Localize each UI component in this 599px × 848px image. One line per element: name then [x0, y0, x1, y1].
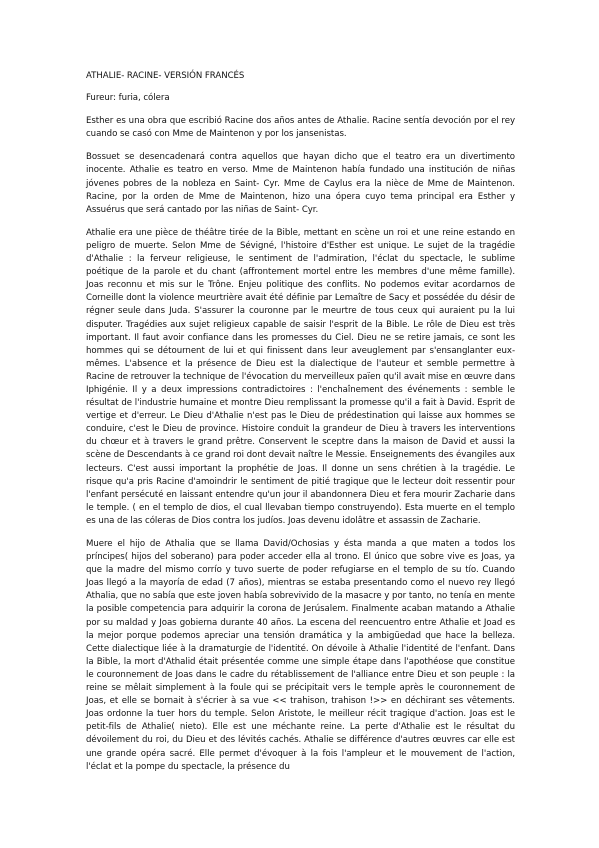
paragraph-fureur: Fureur: furia, cólera [86, 93, 170, 104]
paragraph-muere-hijo: Muere el hijo de Athalia que se llama David/Ochosias y ésta manda a que maten a todos los príncipes( hijos del soberano) para poder acceder ella al trono. El único que sobre vive es Joas, ya que la madre del mismo corrío y tuvo suerte de poder refugiarse en el templo de su tío. Cuando Joas llegó a la mayoría de edad (7 años), mientras se estaba presentando como el nuevo rey llegó Athalia, que no sabía que este joven había sobrevivido de la masacre y por tanto, no tenía en mente la posible competencia para adquirir la corona de Jerúsalem. Finalmente acaban matando a Athalie por su maldad y Joas gobierna durante 40 años. La escena del reencuentro entre Athalie et Joad es la mejor porque podemos apreciar una tensión dramática y la ambigüedad que hace la belleza. Cette dialectique liée à la dramaturgie de l'identité. On dévoile à Athalie l'identité de l'enfant. Dans la Bible, la mort d'Athalid était présentée comme une simple étape dans l'apothéose que constitue le couronnement de Joas dans le cadre du rétablissement de l'alliance entre Dieu et son peuple : la reine se mêlait simplement à la foule qui se précipitait vers le temple après le couronnement de Joas, et elle se bornait à s'écrier à sa vue << trahison, trahison !>> en déchirant ses vêtements. Joas ordonne la tuer hors du temple. Selon Aristote, le meilleur récit tragique d'action. Joas est le petit-fils de Athalie( nieto). Elle est une méchante reine. La perte d'Athalie est le résultat du dévoilement du roi, du Dieu et des lévités cachés. Athalie se différence d'autres œuvres car elle est une grande opéra sacré. Elle permet d'évoquer à la fois l'ampleur et le mouvement de l'action, l'éclat et la pompe du spectacle, la présence du [86, 539, 515, 772]
document-title: ATHALIE- RACINE- VERSIÓN FRANCÉS [86, 71, 245, 81]
paragraph-athalie-bible: Athalie era une pièce de théâtre tirée de la Bible, mettant en scène un roi et une reine estando en peligro de muerte. Selon Mme de Sévigné, l'histoire d'Esther est unique. Le sujet de la tragédie d'Athalie : la ferveur religieuse, le sentiment de l'admiration, l'éclat du spectacle, le sublime poétique de la parole et du chant (affrontement mortel entre les membres d'une même famille). Joas reconnu et mis sur le Trône. Enjeu politique des conflits. No podemos evitar acordarnos de Corneille dont la violence meurtrière avait été définie par Lemaître de Sacy et possédée du désir de régner seule dans Juda. S'assurer la couronne par le meurtre de tous ceux qui auraient pu la lui disputer. Tragédies aux sujet religieux capable de saisir l'esprit de la Bible. Le rôle de Dieu est très important. Il faut avoir confiance dans les promesses du Ciel. Dieu ne se retire jamais, ce sont les hommes qui se détournent de lui et qui finissent dans leur aveuglement par s'ensanglanter eux-mêmes. L'absence et la présence de Dieu est la dialectique de l'auteur et semble permettre à Racine de retrouver la technique de l'évocation du merveilleux païen qu'il avait mise en œuvre dans Iphigénie. Il y a deux impressions contradictoires : l'enchaînement des événements : semble le résultat de l'industrie humaine et montre Dieu remplissant la promesse qu'il a fait à David. Esprit de vertige et d'erreur. Le Dieu d'Athalie n'est pas le Dieu de prédestination qui laisse aux hommes se conduire, c'est le Dieu de province. Histoire conduit la grandeur de Dieu à travers les interventions du chœur et à travers le grand prêtre. Conservent le sceptre dans la maison de David et aussi la scène de Descendants à ce grand roi dont devait naître le Messie. Enseignements des évangiles aux lecteurs. C'est aussi important la prophétie de Joas. Il donne un sens chrétien à la tragédie. Le risque qu'a pris Racine d'amoindrir le sentiment de pitié tragique que le lecteur doit ressentir pour l'enfant persécuté en laissant entendre qu'un jour il abandonnera Dieu et fera mourir Zacharie dans le temple. ( en el templo de dios, el cual llevaban tiempo construyendo). Esta muerte en el templo es una de las cóleras de Dios contra los judíos. Joas devenu idolâtre et assassin de Zacharie. [86, 227, 515, 526]
paragraph-esther: Esther es una obra que escribió Racine dos años antes de Athalie. Racine sentía devoción por el rey cuando se casó con Mme de Maintenon y por los jansenistas. [86, 116, 515, 140]
paragraph-bossuet: Bossuet se desencadenará contra aquellos que hayan dicho que el teatro era un divertimento inocente. Athalie es teatro en verso. Mme de Maintenon había fundado una institución de niñas jóvenes pobres de la nobleza en Saint- Cyr. Mme de Caylus era la nièce de Mme de Maintenon. Racine, por la orden de Mme de Maintenon, hizo una ópera cuyo tema principal era Esther y Assuérus que será cantado por las niñas de Saint- Cyr. [86, 152, 515, 215]
